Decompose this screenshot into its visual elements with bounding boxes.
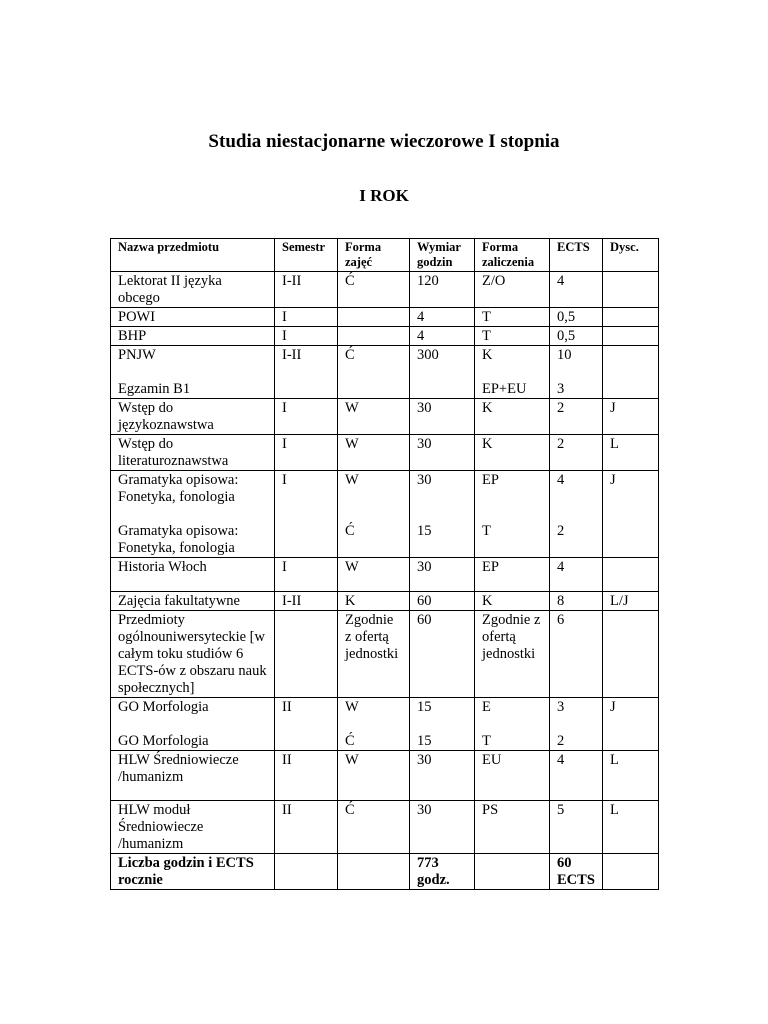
cell-text: I bbox=[282, 559, 287, 575]
cell-text: K bbox=[482, 400, 493, 416]
table-row bbox=[111, 592, 659, 611]
cell-text: 15 bbox=[417, 733, 432, 749]
assessment-cell bbox=[475, 471, 550, 558]
total-dysc bbox=[603, 854, 659, 890]
table-header-row bbox=[111, 239, 659, 272]
discipline-cell bbox=[603, 471, 659, 558]
cell-spacer bbox=[345, 489, 402, 506]
discipline-cell bbox=[603, 592, 659, 611]
cell-spacer bbox=[118, 364, 267, 381]
hours-cell bbox=[410, 435, 475, 471]
table-body bbox=[111, 272, 659, 854]
semester-cell bbox=[275, 308, 338, 327]
hours-cell bbox=[410, 698, 475, 751]
cell-text: II bbox=[282, 699, 292, 715]
cell-spacer bbox=[118, 716, 267, 733]
semester-cell bbox=[275, 435, 338, 471]
cell-text: K bbox=[482, 436, 493, 452]
cell-text: 120 bbox=[417, 273, 439, 289]
year-heading: I ROK bbox=[359, 186, 409, 205]
assessment-cell bbox=[475, 558, 550, 592]
cell-text: J bbox=[610, 472, 616, 488]
class-form-cell bbox=[338, 592, 410, 611]
cell-text: Gramatyka opisowa: Fonetyka, fonologia bbox=[118, 523, 239, 556]
cell-text: W bbox=[345, 699, 359, 715]
cell-text: 10 bbox=[557, 347, 572, 363]
cell-text: BHP bbox=[118, 328, 147, 344]
cell-text: T bbox=[482, 328, 491, 344]
ects-cell bbox=[550, 592, 603, 611]
cell-spacer bbox=[557, 489, 595, 506]
cell-text: 30 bbox=[417, 559, 432, 575]
cell-spacer bbox=[557, 364, 595, 381]
semester-cell bbox=[275, 272, 338, 308]
cell-text: J bbox=[610, 699, 616, 715]
cell-spacer bbox=[557, 506, 595, 523]
cell-text: Zgodnie z ofertą jednostki bbox=[345, 612, 399, 662]
hours-cell bbox=[410, 558, 475, 592]
cell-text: EP bbox=[482, 559, 499, 575]
ects-cell bbox=[550, 698, 603, 751]
subject-name-cell bbox=[111, 801, 275, 854]
cell-text: Wstęp do literaturoznawstwa bbox=[118, 436, 229, 469]
subject-name-cell bbox=[111, 399, 275, 435]
cell-text: 15 bbox=[417, 699, 432, 715]
cell-text: Przedmioty ogólnouniwersyteckie [w całym toku studiów 6 ECTS-ów z obszaru nauk społecznych] bbox=[118, 612, 267, 696]
semester-cell bbox=[275, 558, 338, 592]
assessment-cell bbox=[475, 327, 550, 346]
discipline-cell bbox=[603, 558, 659, 592]
class-form-cell bbox=[338, 308, 410, 327]
cell-text: HLW moduł Średniowiecze /humanizm bbox=[118, 802, 204, 852]
column-header: Forma zaliczenia bbox=[475, 239, 550, 272]
table-row bbox=[111, 327, 659, 346]
semester-cell bbox=[275, 471, 338, 558]
cell-text: Ć bbox=[345, 802, 355, 818]
cell-text: PS bbox=[482, 802, 499, 818]
cell-text: I-II bbox=[282, 273, 302, 289]
table-row bbox=[111, 751, 659, 801]
cell-text: 5 bbox=[557, 802, 565, 818]
cell-text: Ć bbox=[345, 733, 355, 749]
hours-cell bbox=[410, 346, 475, 399]
ects-cell bbox=[550, 346, 603, 399]
discipline-cell bbox=[603, 272, 659, 308]
subject-name-cell bbox=[111, 272, 275, 308]
cell-text: W bbox=[345, 472, 359, 488]
cell-text: 2 bbox=[557, 436, 565, 452]
ects-cell bbox=[550, 558, 603, 592]
cell-text: EP bbox=[482, 472, 499, 488]
subject-name-cell bbox=[111, 751, 275, 801]
total-forma bbox=[338, 854, 410, 890]
cell-text: 30 bbox=[417, 752, 432, 768]
subject-name-cell bbox=[111, 471, 275, 558]
cell-spacer bbox=[610, 273, 651, 290]
cell-spacer bbox=[482, 716, 542, 733]
ects-cell bbox=[550, 308, 603, 327]
hours-cell bbox=[410, 801, 475, 854]
cell-text: Ć bbox=[345, 273, 355, 289]
subject-name-cell bbox=[111, 308, 275, 327]
cell-spacer bbox=[345, 328, 402, 345]
cell-text: 2 bbox=[557, 733, 565, 749]
cell-text: I bbox=[282, 472, 287, 488]
hours-cell bbox=[410, 611, 475, 698]
hours-cell bbox=[410, 327, 475, 346]
table-row bbox=[111, 611, 659, 698]
cell-spacer bbox=[610, 347, 651, 364]
cell-spacer bbox=[482, 364, 542, 381]
cell-text: 0,5 bbox=[557, 328, 576, 344]
table-row bbox=[111, 558, 659, 592]
cell-text: W bbox=[345, 752, 359, 768]
table-row bbox=[111, 435, 659, 471]
page-title: Studia niestacjonarne wieczorowe I stopnia bbox=[208, 131, 560, 152]
cell-text: 4 bbox=[417, 309, 425, 325]
table-row bbox=[111, 346, 659, 399]
cell-text: W bbox=[345, 559, 359, 575]
column-header: Wymiar godzin bbox=[410, 239, 475, 272]
column-header: Dysc. bbox=[603, 239, 659, 272]
semester-cell bbox=[275, 698, 338, 751]
cell-spacer bbox=[557, 716, 595, 733]
total-label: Liczba godzin i ECTS rocznie bbox=[111, 854, 275, 890]
class-form-cell bbox=[338, 801, 410, 854]
table-row bbox=[111, 272, 659, 308]
assessment-cell bbox=[475, 751, 550, 801]
ects-cell bbox=[550, 399, 603, 435]
cell-text: II bbox=[282, 802, 292, 818]
semester-cell bbox=[275, 399, 338, 435]
cell-text: Ć bbox=[345, 347, 355, 363]
table-row bbox=[111, 471, 659, 558]
cell-spacer bbox=[610, 559, 651, 576]
semester-cell bbox=[275, 327, 338, 346]
assessment-cell bbox=[475, 698, 550, 751]
class-form-cell bbox=[338, 698, 410, 751]
cell-text: I bbox=[282, 328, 287, 344]
curriculum-table bbox=[110, 238, 659, 890]
cell-text: II bbox=[282, 752, 292, 768]
cell-text: 8 bbox=[557, 593, 565, 609]
cell-text: 4 bbox=[557, 752, 565, 768]
hours-cell bbox=[410, 592, 475, 611]
discipline-cell bbox=[603, 399, 659, 435]
cell-text: I bbox=[282, 436, 287, 452]
class-form-cell bbox=[338, 435, 410, 471]
cell-text: 4 bbox=[417, 328, 425, 344]
cell-text: 4 bbox=[557, 273, 565, 289]
class-form-cell bbox=[338, 399, 410, 435]
table-row bbox=[111, 308, 659, 327]
hours-cell bbox=[410, 399, 475, 435]
subject-name-cell bbox=[111, 346, 275, 399]
cell-text: 30 bbox=[417, 472, 432, 488]
cell-text: Zgodnie z ofertą jednostki bbox=[482, 612, 541, 662]
assessment-cell bbox=[475, 592, 550, 611]
total-zaliczenie bbox=[475, 854, 550, 890]
table-row bbox=[111, 801, 659, 854]
discipline-cell bbox=[603, 435, 659, 471]
assessment-cell bbox=[475, 611, 550, 698]
assessment-cell bbox=[475, 308, 550, 327]
cell-text: 30 bbox=[417, 436, 432, 452]
subject-name-cell bbox=[111, 592, 275, 611]
cell-text: T bbox=[482, 733, 491, 749]
discipline-cell bbox=[603, 308, 659, 327]
cell-text: L bbox=[610, 436, 619, 452]
discipline-cell bbox=[603, 346, 659, 399]
ects-cell bbox=[550, 327, 603, 346]
column-header: ECTS bbox=[550, 239, 603, 272]
cell-text: EU bbox=[482, 752, 502, 768]
cell-text: Zajęcia fakultatywne bbox=[118, 593, 240, 609]
cell-text: Lektorat II języka obcego bbox=[118, 273, 222, 306]
cell-text: 3 bbox=[557, 699, 565, 715]
class-form-cell bbox=[338, 558, 410, 592]
cell-text: 4 bbox=[557, 472, 565, 488]
cell-text: W bbox=[345, 400, 359, 416]
cell-spacer bbox=[610, 612, 651, 629]
cell-spacer bbox=[345, 309, 402, 326]
cell-text: K bbox=[482, 347, 493, 363]
cell-text: 6 bbox=[557, 612, 565, 628]
assessment-cell bbox=[475, 346, 550, 399]
cell-spacer bbox=[345, 506, 402, 523]
hours-cell bbox=[410, 308, 475, 327]
cell-text: 4 bbox=[557, 559, 565, 575]
semester-cell bbox=[275, 592, 338, 611]
hours-cell bbox=[410, 751, 475, 801]
cell-spacer bbox=[482, 489, 542, 506]
class-form-cell bbox=[338, 272, 410, 308]
cell-text: GO Morfologia bbox=[118, 733, 209, 749]
cell-text: 2 bbox=[557, 523, 565, 539]
assessment-cell bbox=[475, 399, 550, 435]
cell-spacer bbox=[417, 506, 467, 523]
cell-text: I bbox=[282, 309, 287, 325]
cell-text: Historia Włoch bbox=[118, 559, 207, 575]
cell-text: GO Morfologia bbox=[118, 699, 209, 715]
cell-text: J bbox=[610, 400, 616, 416]
cell-text: 30 bbox=[417, 400, 432, 416]
class-form-cell bbox=[338, 471, 410, 558]
cell-text: 60 bbox=[417, 593, 432, 609]
subject-name-cell bbox=[111, 698, 275, 751]
cell-spacer bbox=[417, 489, 467, 506]
cell-text: Wstęp do językoznawstwa bbox=[118, 400, 214, 433]
cell-text: I-II bbox=[282, 593, 302, 609]
cell-text: EP+EU bbox=[482, 381, 527, 397]
table-row bbox=[111, 399, 659, 435]
hours-cell bbox=[410, 272, 475, 308]
semester-cell bbox=[275, 346, 338, 399]
cell-spacer bbox=[610, 309, 651, 326]
subject-name-cell bbox=[111, 558, 275, 592]
cell-spacer bbox=[345, 716, 402, 733]
discipline-cell bbox=[603, 611, 659, 698]
cell-text: T bbox=[482, 523, 491, 539]
cell-text: 15 bbox=[417, 523, 432, 539]
assessment-cell bbox=[475, 801, 550, 854]
cell-text: 2 bbox=[557, 400, 565, 416]
cell-text: PNJW bbox=[118, 347, 156, 363]
subject-name-cell bbox=[111, 327, 275, 346]
cell-text: 30 bbox=[417, 802, 432, 818]
cell-text: K bbox=[482, 593, 493, 609]
assessment-cell bbox=[475, 272, 550, 308]
cell-text: 0,5 bbox=[557, 309, 576, 325]
class-form-cell bbox=[338, 346, 410, 399]
class-form-cell bbox=[338, 611, 410, 698]
cell-text: Gramatyka opisowa: Fonetyka, fonologia bbox=[118, 472, 239, 505]
cell-text: 300 bbox=[417, 347, 439, 363]
semester-cell bbox=[275, 751, 338, 801]
cell-text: Ć bbox=[345, 523, 355, 539]
table-row bbox=[111, 698, 659, 751]
cell-spacer bbox=[610, 328, 651, 345]
semester-cell bbox=[275, 801, 338, 854]
cell-text: 60 bbox=[417, 612, 432, 628]
cell-text: Z/O bbox=[482, 273, 506, 289]
class-form-cell bbox=[338, 327, 410, 346]
cell-text: E bbox=[482, 699, 491, 715]
cell-text: 3 bbox=[557, 381, 565, 397]
hours-cell bbox=[410, 471, 475, 558]
discipline-cell bbox=[603, 751, 659, 801]
cell-text: W bbox=[345, 436, 359, 452]
cell-text: L bbox=[610, 752, 619, 768]
ects-cell bbox=[550, 801, 603, 854]
column-header: Nazwa przedmiotu bbox=[111, 239, 275, 272]
cell-text: Egzamin B1 bbox=[118, 381, 191, 397]
cell-text: K bbox=[345, 593, 356, 609]
discipline-cell bbox=[603, 801, 659, 854]
class-form-cell bbox=[338, 751, 410, 801]
cell-text: L/J bbox=[610, 593, 629, 609]
semester-cell bbox=[275, 611, 338, 698]
cell-spacer bbox=[417, 716, 467, 733]
assessment-cell bbox=[475, 435, 550, 471]
cell-text: I-II bbox=[282, 347, 302, 363]
total-ects: 60 ECTS bbox=[550, 854, 603, 890]
cell-text: L bbox=[610, 802, 619, 818]
column-header: Semestr bbox=[275, 239, 338, 272]
ects-cell bbox=[550, 751, 603, 801]
subject-name-cell bbox=[111, 611, 275, 698]
cell-spacer bbox=[482, 506, 542, 523]
total-semestr bbox=[275, 854, 338, 890]
cell-spacer bbox=[282, 612, 330, 629]
cell-text: T bbox=[482, 309, 491, 325]
discipline-cell bbox=[603, 698, 659, 751]
cell-text: I bbox=[282, 400, 287, 416]
subject-name-cell bbox=[111, 435, 275, 471]
table-total-row bbox=[111, 854, 659, 890]
ects-cell bbox=[550, 611, 603, 698]
cell-text: HLW Średniowiecze /humanizm bbox=[118, 752, 239, 785]
cell-text: POWI bbox=[118, 309, 156, 325]
ects-cell bbox=[550, 272, 603, 308]
ects-cell bbox=[550, 435, 603, 471]
ects-cell bbox=[550, 471, 603, 558]
total-hours: 773 godz. bbox=[410, 854, 475, 890]
cell-spacer bbox=[118, 506, 267, 523]
discipline-cell bbox=[603, 327, 659, 346]
column-header: Forma zajęć bbox=[338, 239, 410, 272]
